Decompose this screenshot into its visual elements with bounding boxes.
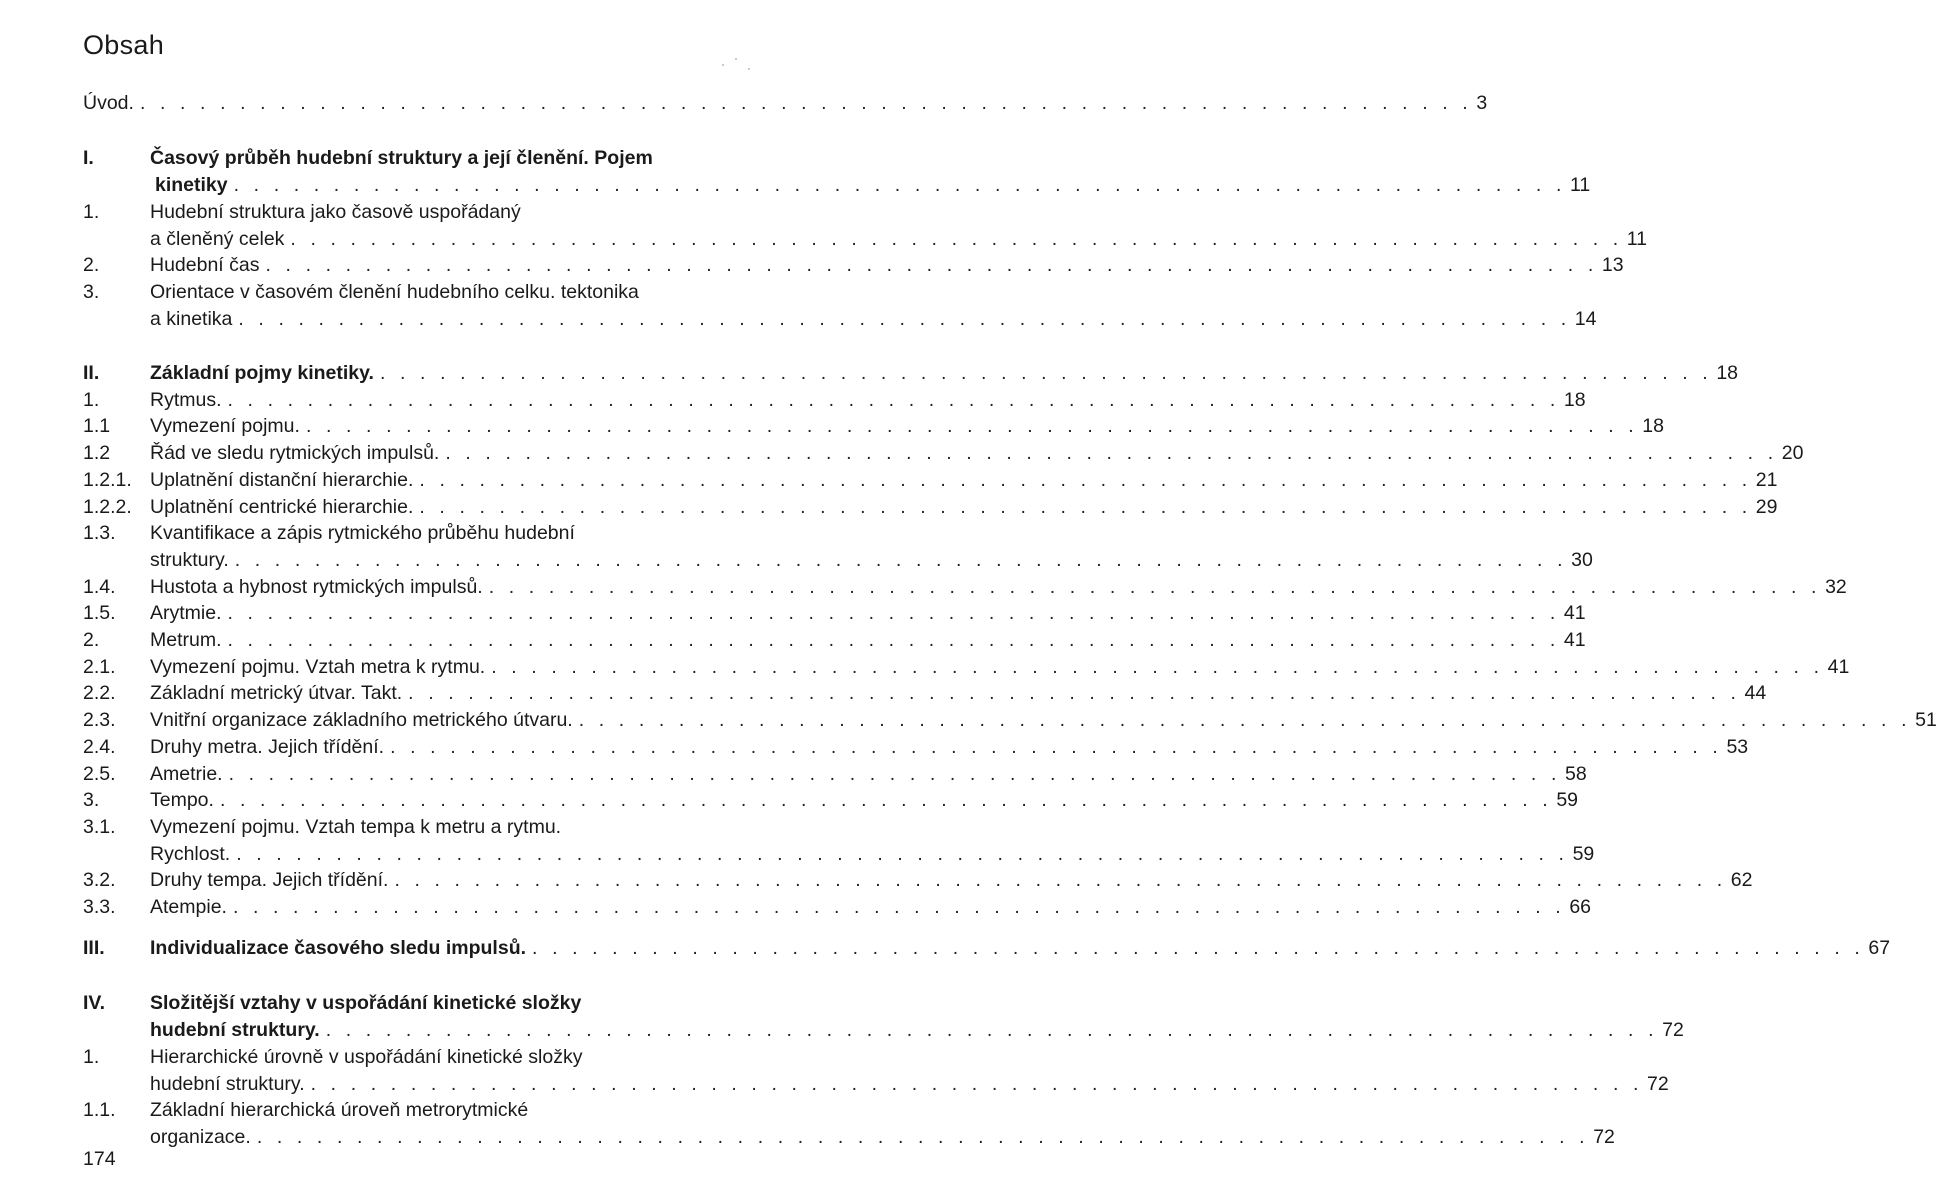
toc-line	[83, 761, 1587, 788]
entry-number: IV.	[83, 992, 106, 1014]
scan-speck	[722, 64, 724, 66]
toc-entry-row[interactable]	[150, 547, 1593, 574]
page-title: Obsah	[83, 30, 165, 60]
dot-leader: . . . . . . . . . . . . . . . . . . . . . . . . . . . . . . . . . . . . . . . . . . . . . . . . . . . . . . . . . . . . . . . . . . .	[491, 655, 1824, 678]
entry-page-number: 72	[1658, 1017, 1684, 1044]
entry-number: 1.	[83, 201, 100, 223]
entry-page-number: 3	[1472, 90, 1487, 117]
toc-line	[83, 199, 753, 226]
toc-line	[83, 306, 1597, 333]
toc-entry-row[interactable]	[150, 707, 1937, 734]
toc-line	[83, 467, 1778, 494]
entry-number: 3.2.	[83, 869, 116, 892]
entry-number: 2.4.	[83, 735, 116, 758]
toc-line	[83, 387, 1586, 414]
toc-line	[83, 814, 753, 841]
entry-title: Rychlost.	[150, 841, 236, 868]
entry-title: Hudební struktura jako časově uspořádaný	[150, 201, 521, 223]
entry-page-number: 58	[1561, 761, 1587, 788]
toc-line	[83, 279, 753, 306]
entry-number: 2.5.	[83, 762, 116, 785]
toc-line	[83, 172, 1591, 199]
entry-title: Uplatnění centrické hierarchie.	[150, 494, 419, 521]
entry-page-number: 14	[1571, 306, 1597, 333]
dot-leader: . . . . . . . . . . . . . . . . . . . . . . . . . . . . . . . . . . . . . . . . . . . . . . . . . . . . . . . . . . . . . . . . . . .	[228, 762, 1561, 785]
toc-line	[83, 494, 1778, 521]
entry-page-number: 13	[1598, 252, 1624, 279]
dot-leader: . . . . . . . . . . . . . . . . . . . . . . . . . . . . . . . . . . . . . . . . . . . . . . . . . . . . . . . . . . . . . . . . . . .	[227, 388, 1560, 411]
toc-entry-row[interactable]	[150, 680, 1767, 707]
entry-title: Vnitřní organizace základního metrického útvaru.	[150, 707, 579, 734]
entry-number: I.	[83, 147, 94, 169]
toc-entry-row[interactable]	[150, 841, 1595, 868]
toc-line	[83, 90, 1488, 117]
dot-leader: . . . . . . . . . . . . . . . . . . . . . . . . . . . . . . . . . . . . . . . . . . . . . . . . . . . . . . . . . . . . . . . . . . .	[532, 937, 1865, 959]
entry-page-number: 20	[1778, 440, 1804, 467]
entry-title: Vymezení pojmu.	[150, 413, 306, 440]
entry-title: Atempie.	[150, 894, 233, 921]
entry-title: hudební struktury.	[150, 1071, 311, 1098]
toc-line	[83, 894, 1592, 921]
dot-leader: . . . . . . . . . . . . . . . . . . . . . . . . . . . . . . . . . . . . . . . . . . . . . . . . . . . . . . . . . . . . . . . . . . .	[379, 362, 1713, 384]
entry-number: 2.1.	[83, 655, 116, 678]
dot-leader: . . . . . . . . . . . . . . . . . . . . . . . . . . . . . . . . . . . . . . . . . . . . . . . . . . . . . . . . . . . . . . . . . . .	[236, 842, 1569, 865]
entry-title: Vymezení pojmu. Vztah tempa k metru a rytmu.	[150, 815, 562, 838]
entry-number: 1.	[83, 1046, 100, 1068]
scan-speck	[735, 58, 737, 60]
entry-title: Řád ve sledu rytmických impulsů.	[150, 440, 445, 467]
toc-line	[83, 440, 1804, 467]
entry-page-number: 30	[1567, 547, 1593, 574]
dot-leader: . . . . . . . . . . . . . . . . . . . . . . . . . . . . . . . . . . . . . . . . . . . . . . . . . . . . . . . . . . . . . . . . . . .	[227, 602, 1560, 625]
entry-page-number: 21	[1752, 467, 1778, 494]
toc-entry-row[interactable]	[150, 894, 1592, 921]
entry-page-number: 29	[1752, 494, 1778, 521]
entry-number: 1.3.	[83, 522, 116, 545]
toc-line	[83, 600, 1586, 627]
toc-line	[83, 680, 1767, 707]
dot-leader: . . . . . . . . . . . . . . . . . . . . . . . . . . . . . . . . . . . . . . . . . . . . . . . . . . . . . . . . . . . . . . . . . . .	[233, 174, 1566, 197]
entry-page-number: 41	[1560, 600, 1586, 627]
toc-line	[83, 1071, 1669, 1098]
entry-number: II.	[83, 362, 100, 384]
entry-title: organizace.	[150, 1124, 257, 1151]
entry-title: a členěný celek	[150, 226, 290, 253]
toc-entry-row[interactable]	[155, 172, 1591, 199]
entry-number: 1.	[83, 388, 100, 411]
entry-title: Hierarchické úrovně v uspořádání kinetické složky	[150, 1046, 583, 1068]
dot-leader: . . . . . . . . . . . . . . . . . . . . . . . . . . . . . . . . . . . . . . . . . . . . . . . . . . . . . . . . . . . . . . . . . . .	[227, 629, 1560, 651]
entry-title: kinetiky	[155, 172, 234, 199]
entry-title: Hustota a hybnost rytmických impulsů.	[150, 574, 489, 601]
toc-entry-row[interactable]	[150, 787, 1579, 814]
entry-page-number: 41	[1824, 654, 1850, 681]
toc-line	[83, 734, 1749, 761]
dot-leader: . . . . . . . . . . . . . . . . . . . . . . . . . . . . . . . . . . . . . . . . . . . . . . . . . . . . . . . . . . . . . . . . . . .	[234, 548, 1568, 571]
toc-line	[83, 1044, 753, 1071]
toc-entry-row[interactable]	[150, 1124, 1615, 1151]
toc-entry-row[interactable]	[150, 1017, 1684, 1044]
entry-number: 2.	[83, 629, 100, 651]
toc-entry-row[interactable]	[150, 226, 1648, 253]
scan-speck	[748, 68, 750, 70]
entry-number: 3.3.	[83, 896, 116, 918]
toc-entry-row[interactable]	[150, 494, 1778, 521]
entry-page-number: 44	[1741, 680, 1767, 707]
entry-number: 1.4.	[83, 575, 116, 598]
dot-leader: . . . . . . . . . . . . . . . . . . . . . . . . . . . . . . . . . . . . . . . . . . . . . . . . . . . . . . . . . . . . . . . . . . .	[419, 495, 1752, 518]
entry-title: Rytmus.	[150, 387, 228, 414]
toc-entry-row[interactable]	[150, 413, 1664, 440]
dot-leader: . . . . . . . . . . . . . . . . . . . . . . . . . . . . . . . . . . . . . . . . . . . . . . . . . . . . . . . . . . . . . . . . . . .	[488, 575, 1822, 598]
dot-leader: . . . . . . . . . . . . . . . . . . . . . . . . . . . . . . . . . . . . . . . . . . . . . . . . . . . . . . . . . . . . . . . . . . .	[305, 415, 1639, 438]
entry-number: 1.2.2.	[83, 495, 132, 518]
toc-line	[83, 990, 753, 1017]
toc-entry-row[interactable]	[150, 360, 1739, 387]
toc-entry-row[interactable]	[150, 867, 1753, 894]
entry-number: 2.	[83, 254, 100, 277]
entry-title: Individualizace časového sledu impulsů.	[150, 935, 532, 962]
toc-entry-row[interactable]	[150, 761, 1587, 788]
entry-title: Metrum.	[150, 627, 228, 654]
toc-entry-row[interactable]	[150, 627, 1586, 654]
toc-entry-row[interactable]	[150, 935, 1891, 962]
toc-entry-row[interactable]	[150, 1071, 1669, 1098]
entry-number: 3.	[83, 281, 100, 304]
toc-line	[83, 252, 1624, 279]
entry-number: 1.2	[83, 442, 111, 465]
entry-title: struktury.	[150, 547, 235, 574]
toc-line	[83, 574, 1847, 601]
dot-leader: . . . . . . . . . . . . . . . . . . . . . . . . . . . . . . . . . . . . . . . . . . . . . . . . . . . . . . . . . . . . . . . . . . .	[139, 92, 1473, 114]
toc-entry-row[interactable]	[150, 252, 1624, 279]
entry-title: hudební struktury.	[150, 1017, 326, 1044]
entry-title: Úvod.	[83, 90, 140, 117]
entry-number: 2.2.	[83, 682, 116, 705]
toc-entry-row[interactable]	[150, 654, 1850, 681]
entry-title: Druhy metra. Jejich třídění.	[150, 734, 390, 761]
toc-line	[83, 627, 1586, 654]
entry-title: Složitější vztahy v uspořádání kinetické složky	[150, 992, 582, 1014]
entry-title: Základní hierarchická úroveň metrorytmické	[150, 1099, 529, 1122]
toc-line	[83, 787, 1579, 814]
entry-title: Časový průběh hudební struktury a její členění. Pojem	[150, 147, 653, 169]
entry-number: 3.1.	[83, 815, 116, 838]
toc-entry-row[interactable]	[150, 574, 1847, 601]
entry-page-number: 59	[1552, 787, 1578, 814]
toc-entry-row[interactable]	[150, 600, 1586, 627]
toc-line	[83, 547, 1593, 574]
entry-number: 3.	[83, 789, 100, 812]
toc-line	[83, 867, 1753, 894]
toc-entry-row[interactable]	[150, 387, 1586, 414]
dot-leader: . . . . . . . . . . . . . . . . . . . . . . . . . . . . . . . . . . . . . . . . . . . . . . . . . . . . . . . . . . . . . . . . . . .	[445, 442, 1778, 465]
entry-number: 1.5.	[83, 602, 116, 625]
entry-page-number: 18	[1560, 387, 1586, 414]
entry-number: III.	[83, 937, 105, 959]
entry-title: Uplatnění distanční hierarchie.	[150, 467, 419, 494]
toc-line	[83, 935, 1891, 962]
entry-page-number: 32	[1821, 574, 1847, 601]
entry-page-number: 72	[1589, 1124, 1615, 1151]
dot-leader: . . . . . . . . . . . . . . . . . . . . . . . . . . . . . . . . . . . . . . . . . . . . . . . . . . . . . . . . . . . . . . . . . . .	[394, 869, 1727, 892]
toc-line	[83, 145, 753, 172]
entry-page-number: 59	[1569, 841, 1595, 868]
entry-page-number: 67	[1864, 935, 1890, 962]
toc-line	[83, 226, 1648, 253]
toc-entry-row[interactable]	[150, 734, 1749, 761]
entry-title: a kinetika	[150, 306, 238, 333]
entry-title: Tempo.	[150, 787, 220, 814]
dot-leader: . . . . . . . . . . . . . . . . . . . . . . . . . . . . . . . . . . . . . . . . . . . . . . . . . . . . . . . . . . . . . . . . . . .	[325, 1019, 1659, 1042]
toc-entry-row[interactable]	[150, 306, 1597, 333]
entry-page-number: 53	[1722, 734, 1748, 761]
toc-line	[83, 520, 753, 547]
entry-title: Orientace v časovém členění hudebního celku. tektonika	[150, 281, 639, 304]
entry-title: Ametrie.	[150, 761, 229, 788]
entry-number: 2.3.	[83, 709, 116, 732]
entry-title: Kvantifikace a zápis rytmického průběhu hudební	[150, 522, 575, 545]
toc-line	[83, 413, 1664, 440]
dot-leader: . . . . . . . . . . . . . . . . . . . . . . . . . . . . . . . . . . . . . . . . . . . . . . . . . . . . . . . . . . . . . . . . . . .	[232, 896, 1566, 918]
toc-line	[83, 654, 1850, 681]
dot-leader: . . . . . . . . . . . . . . . . . . . . . . . . . . . . . . . . . . . . . . . . . . . . . . . . . . . . . . . . . . . . . . . . . . .	[290, 227, 1623, 250]
page-number: 174	[83, 1148, 116, 1170]
entry-title: Hudební čas	[150, 252, 266, 279]
dot-leader: . . . . . . . . . . . . . . . . . . . . . . . . . . . . . . . . . . . . . . . . . . . . . . . . . . . . . . . . . . . . . . . . . . .	[390, 735, 1723, 758]
entry-title: Základní pojmy kinetiky.	[150, 360, 380, 387]
toc-line	[83, 1124, 1615, 1151]
entry-page-number: 11	[1566, 172, 1590, 199]
dot-leader: . . . . . . . . . . . . . . . . . . . . . . . . . . . . . . . . . . . . . . . . . . . . . . . . . . . . . . . . . . . . . . . . . . .	[419, 468, 1752, 491]
dot-leader: . . . . . . . . . . . . . . . . . . . . . . . . . . . . . . . . . . . . . . . . . . . . . . . . . . . . . . . . . . . . . . . . . . .	[256, 1126, 1590, 1149]
entry-page-number: 18	[1712, 360, 1738, 387]
entry-page-number: 11	[1623, 226, 1647, 253]
entry-title: Vymezení pojmu. Vztah metra k rytmu.	[150, 654, 491, 681]
entry-title: Základní metrický útvar. Takt.	[150, 680, 408, 707]
dot-leader: . . . . . . . . . . . . . . . . . . . . . . . . . . . . . . . . . . . . . . . . . . . . . . . . . . . . . . . . . . . . . . . . . . .	[408, 682, 1741, 705]
entry-title: Druhy tempa. Jejich třídění.	[150, 867, 394, 894]
toc-line	[83, 360, 1739, 387]
toc-entry-row[interactable]	[83, 90, 1488, 117]
toc-entry-row[interactable]	[150, 467, 1778, 494]
entry-page-number: 72	[1643, 1071, 1669, 1098]
toc-line	[83, 707, 1937, 734]
entry-title: Arytmie.	[150, 600, 228, 627]
toc-line	[83, 1017, 1684, 1044]
entry-page-number: 41	[1560, 627, 1586, 654]
dot-leader: . . . . . . . . . . . . . . . . . . . . . . . . . . . . . . . . . . . . . . . . . . . . . . . . . . . . . . . . . . . . . . . . . . .	[578, 709, 1912, 732]
entry-page-number: 66	[1565, 894, 1591, 921]
dot-leader: . . . . . . . . . . . . . . . . . . . . . . . . . . . . . . . . . . . . . . . . . . . . . . . . . . . . . . . . . . . . . . . . . . .	[265, 254, 1598, 277]
toc-entry-row[interactable]	[150, 440, 1804, 467]
entry-page-number: 18	[1638, 413, 1664, 440]
dot-leader: . . . . . . . . . . . . . . . . . . . . . . . . . . . . . . . . . . . . . . . . . . . . . . . . . . . . . . . . . . . . . . . . . . .	[310, 1072, 1643, 1095]
toc-line	[83, 841, 1595, 868]
entry-page-number: 62	[1727, 867, 1753, 894]
toc-line	[83, 1097, 753, 1124]
dot-leader: . . . . . . . . . . . . . . . . . . . . . . . . . . . . . . . . . . . . . . . . . . . . . . . . . . . . . . . . . . . . . . . . . . .	[219, 789, 1553, 812]
dot-leader: . . . . . . . . . . . . . . . . . . . . . . . . . . . . . . . . . . . . . . . . . . . . . . . . . . . . . . . . . . . . . . . . . . .	[238, 307, 1571, 330]
entry-number: 1.2.1.	[83, 468, 132, 491]
entry-number: 1.1.	[83, 1099, 116, 1122]
entry-page-number: 51	[1911, 707, 1937, 734]
entry-number: 1.1	[83, 415, 111, 438]
